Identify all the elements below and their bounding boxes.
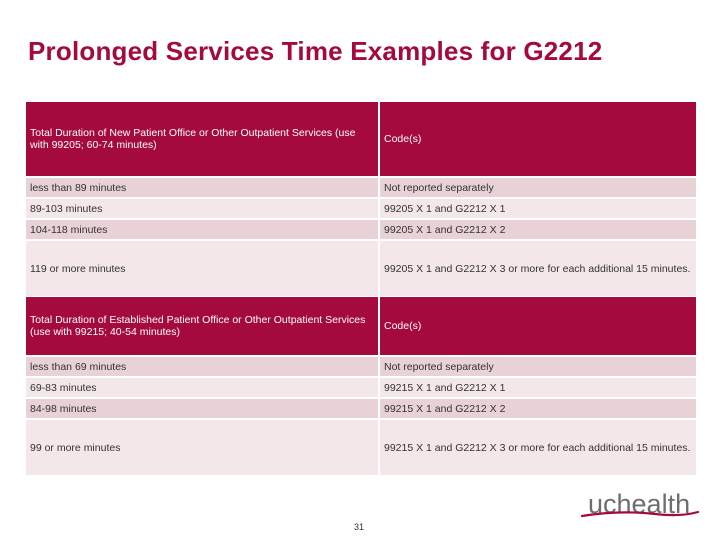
code-cell: 99215 X 1 and G2212 X 1 (379, 377, 696, 398)
page-title: Prolonged Services Time Examples for G2212 (28, 36, 603, 66)
duration-cell: less than 69 minutes (26, 356, 379, 377)
duration-cell: 89-103 minutes (26, 198, 379, 219)
table-header-row (26, 102, 696, 177)
table-row (26, 377, 696, 398)
header-duration-cell: Total Duration of New Patient Office or Other Outpatient Services (use with 99205; 60-74 minutes) (26, 102, 379, 177)
established-patient-table (26, 297, 696, 477)
duration-cell: 99 or more minutes (26, 419, 379, 476)
code-cell: 99205 X 1 and G2212 X 3 or more for each additional 15 minutes. (379, 240, 696, 297)
header-codes-cell: Code(s) (379, 297, 696, 356)
code-cell: 99215 X 1 and G2212 X 2 (379, 398, 696, 419)
uchealth-logo (580, 486, 700, 526)
duration-cell: 119 or more minutes (26, 240, 379, 297)
table-row (26, 198, 696, 219)
table-row (26, 177, 696, 198)
table-row (26, 356, 696, 377)
table-row (26, 398, 696, 419)
code-cell: 99205 X 1 and G2212 X 2 (379, 219, 696, 240)
table-row (26, 219, 696, 240)
code-cell: 99215 X 1 and G2212 X 3 or more for each additional 15 minutes. (379, 419, 696, 476)
table-header-row (26, 297, 696, 356)
logo-text: uchealth (588, 489, 691, 519)
header-codes-cell: Code(s) (379, 102, 696, 177)
table-row (26, 240, 696, 297)
new-patient-table (26, 102, 696, 298)
duration-cell: less than 89 minutes (26, 177, 379, 198)
duration-cell: 104-118 minutes (26, 219, 379, 240)
code-cell: Not reported separately (379, 356, 696, 377)
page-number: 31 (354, 522, 365, 532)
duration-cell: 84-98 minutes (26, 398, 379, 419)
code-cell: Not reported separately (379, 177, 696, 198)
table-row (26, 419, 696, 476)
code-cell: 99205 X 1 and G2212 X 1 (379, 198, 696, 219)
logo-swoosh-icon (580, 486, 700, 526)
header-duration-cell: Total Duration of Established Patient Office or Other Outpatient Services (use with 99215; 40-54 minutes) (26, 297, 379, 356)
duration-cell: 69-83 minutes (26, 377, 379, 398)
